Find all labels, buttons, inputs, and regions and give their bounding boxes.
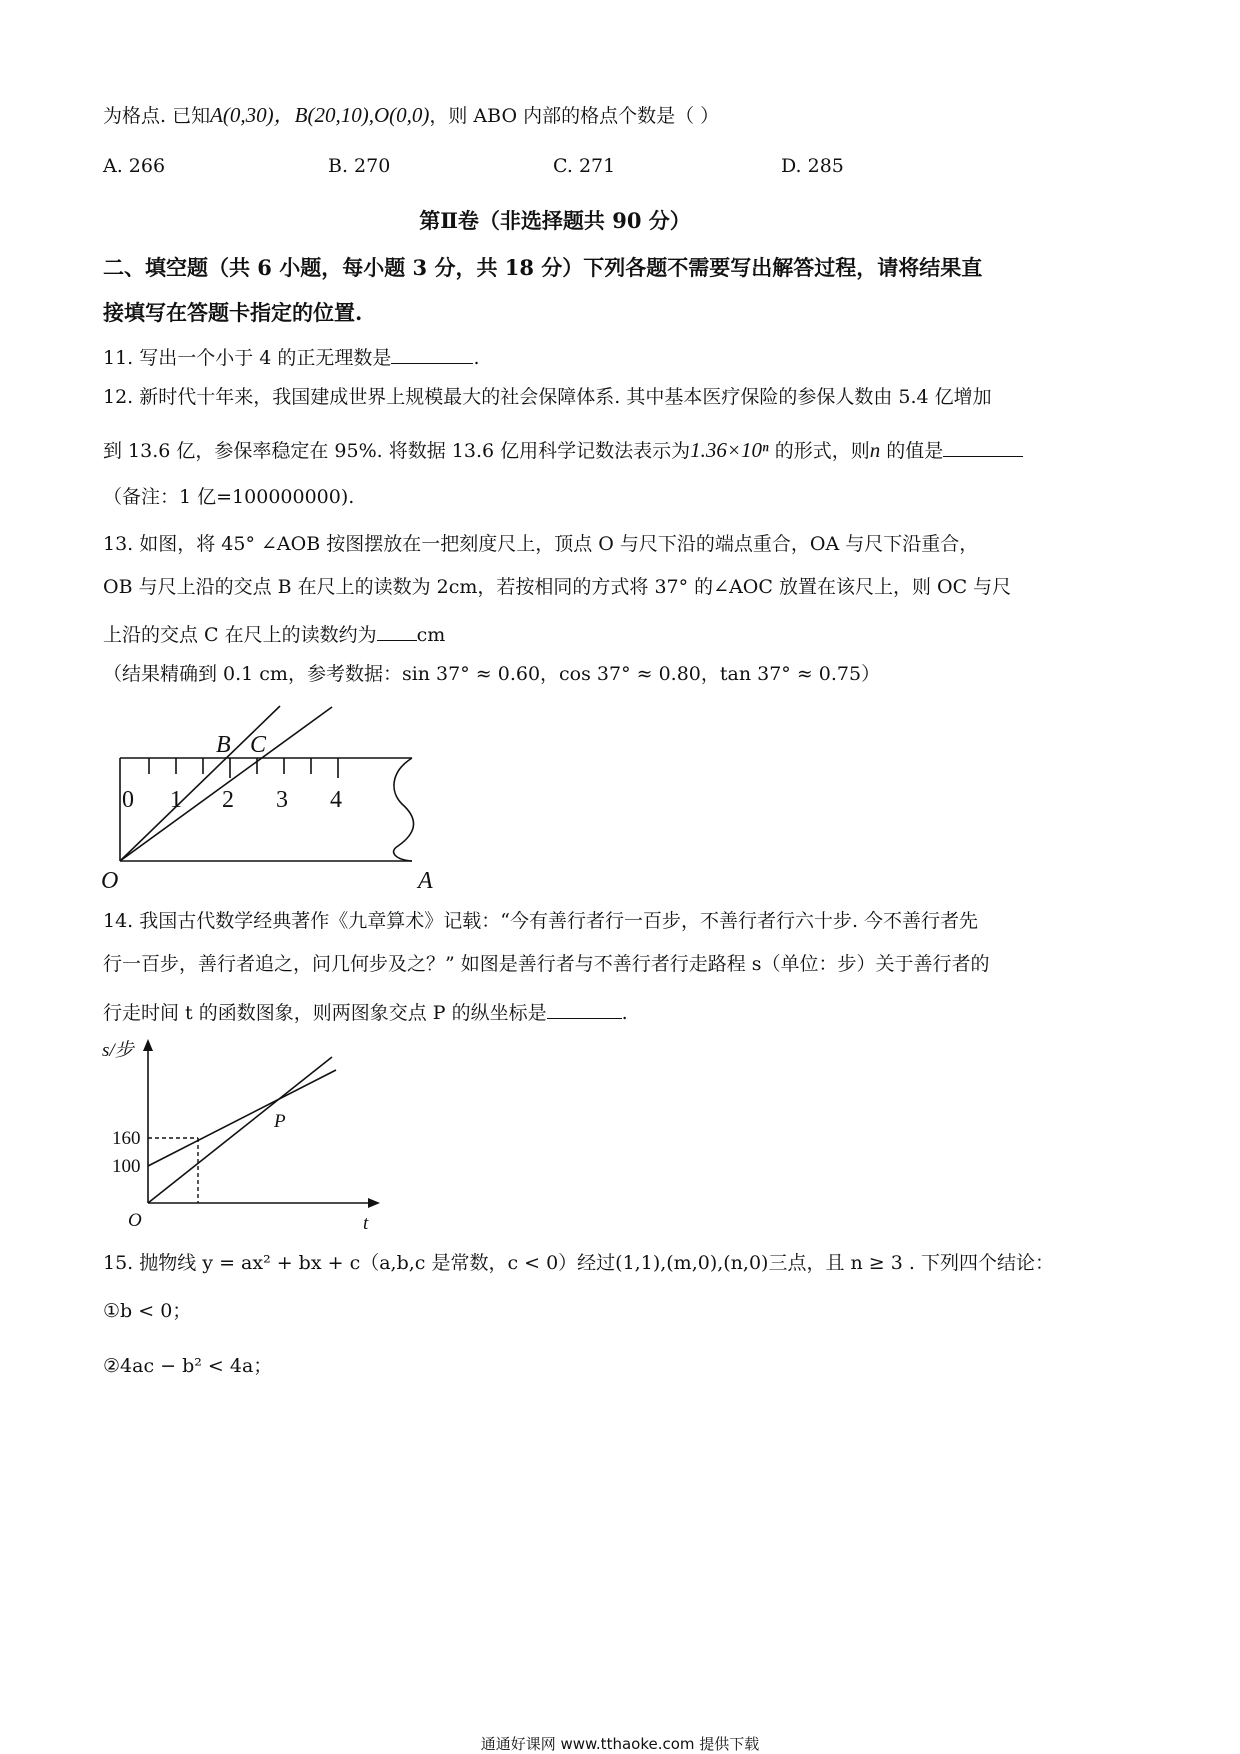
part2-title: 第Ⅱ卷（非选择题共 90 分） (419, 208, 691, 233)
q13-reference-data: （结果精确到 0.1 cm，参考数据：sin 37° ≈ 0.60，cos 37° ≈ 0.80，tan 37° ≈ 0.75） (103, 663, 881, 685)
origin-label: O (128, 1210, 142, 1231)
q15-conclusion-1: ①b < 0； (103, 1300, 192, 1322)
q10-option-a: A. 266 (103, 155, 166, 177)
q12-note: （备注：1 亿=100000000). (103, 486, 355, 508)
point-label-c: C (250, 732, 267, 758)
part2-instructions-line1: 二、填空题（共 6 小题，每小题 3 分，共 18 分）下列各题不需要写出解答过程，请将结果直 (103, 255, 983, 280)
y-axis-label: s/步 (102, 1040, 134, 1061)
q15-conclusion-2: ②4ac − b² < 4a； (103, 1355, 273, 1377)
x-axis-arrow-icon (368, 1198, 380, 1208)
q10-option-c: C. 271 (553, 155, 616, 177)
q11-answer-blank (391, 345, 473, 364)
ruler-label-4: 4 (330, 787, 342, 813)
line-fast-walker (148, 1057, 332, 1203)
y-tick-100: 100 (112, 1156, 141, 1177)
q14-answer-blank (547, 1000, 622, 1019)
part2-instructions-line2: 接填写在答题卡指定的位置. (103, 300, 363, 325)
q14-line2: 行一百步，善行者追之，问几何步及之？” 如图是善行者与不善行者行走路程 s（单位：步）关于善行者的 (103, 953, 990, 975)
page-footer: 通通好课网 www.tthaoke.com 提供下载 (480, 1735, 760, 1753)
q15-line1: 15. 抛物线 y = ax² + bx + c（a,b,c 是常数，c < 0）经过(1,1),(m,0),(n,0)三点，且 n ≥ 3 . 下列四个结论： (103, 1252, 1054, 1274)
ray-ob (120, 706, 280, 861)
distance-time-graph (100, 1035, 390, 1234)
q11-text: 11. 写出一个小于 4 的正无理数是 . (103, 347, 480, 369)
q12-answer-blank (943, 438, 1023, 457)
ruler-figure (100, 700, 460, 895)
q13-line2: OB 与尺上沿的交点 B 在尺上的读数为 2cm，若按相同的方式将 37° 的∠AOC 放置在该尺上，则 OC 与尺 (103, 576, 1012, 598)
q14-line1: 14. 我国古代数学经典著作《九章算术》记载：“今有善行者行一百步，不善行者行六十步. 今不善行者先 (103, 910, 979, 932)
x-axis-label: t (363, 1213, 369, 1234)
point-label-o: O (101, 868, 119, 894)
q12-line2: 到 13.6 亿，参保率稳定在 95%. 将数据 13.6 亿用科学记数法表示为1.36×10ⁿ 的形式，则n 的值是 (103, 438, 1023, 461)
ruler-label-2: 2 (222, 787, 234, 813)
point-label-a: A (418, 868, 433, 894)
q10-option-b: B. 270 (328, 155, 391, 177)
ray-oc (120, 707, 332, 861)
point-label-b: B (216, 732, 231, 758)
ruler-label-3: 3 (276, 787, 288, 813)
q14-line3: 行走时间 t 的函数图象，则两图象交点 P 的纵坐标是 . (103, 1002, 628, 1024)
q13-line3: 上沿的交点 C 在尺上的读数约为 cm (103, 624, 446, 646)
q13-answer-blank (377, 622, 417, 641)
ruler-break-edge (394, 758, 414, 861)
q10-option-d: D. 285 (781, 155, 844, 177)
y-tick-160: 160 (112, 1128, 141, 1149)
q13-line1: 13. 如图，将 45° ∠AOB 按图摆放在一把刻度尺上，顶点 O 与尺下沿的端点重合，OA 与尺下沿重合， (103, 533, 979, 555)
intersection-label-p: P (274, 1111, 286, 1132)
line-slow-walker (148, 1070, 336, 1166)
ruler-label-0: 0 (122, 787, 134, 813)
y-axis-arrow-icon (143, 1039, 153, 1051)
q10-stem: 为格点. 已知A(0,30)，B(20,10),O(0,0)，则 ABO 内部的格点个数是（ ） (103, 103, 720, 127)
q12-line1: 12. 新时代十年来，我国建成世界上规模最大的社会保障体系. 其中基本医疗保险的参保人数由 5.4 亿增加 (103, 386, 992, 408)
ruler-label-1: 1 (170, 787, 182, 813)
